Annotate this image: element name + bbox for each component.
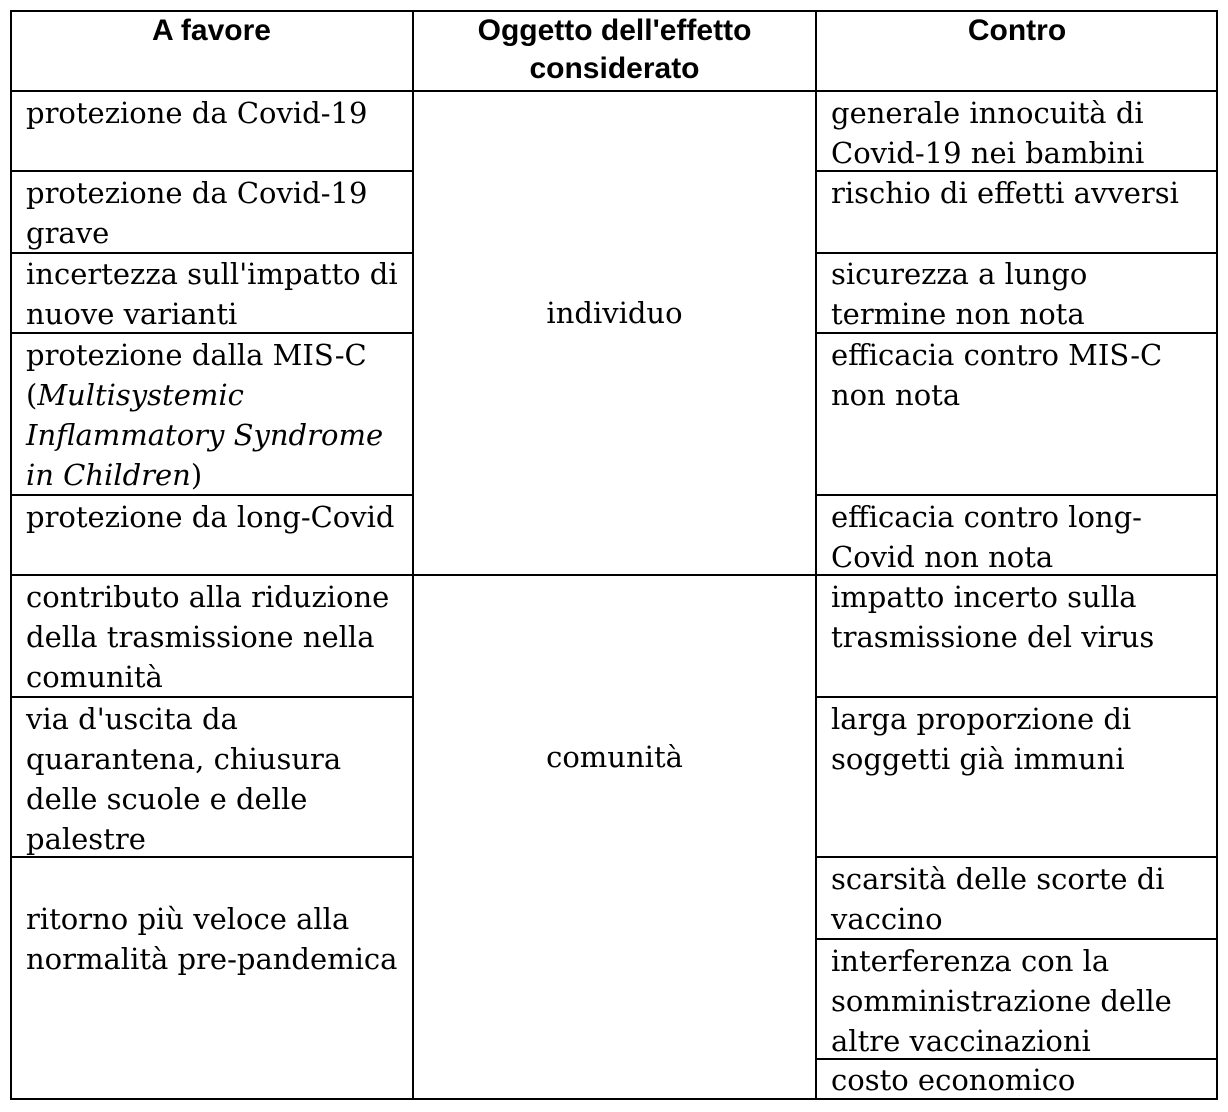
- against-cell-text: rischio di effetti avversi: [831, 176, 1179, 210]
- against-cell-text: sicurezza a lungo: [831, 257, 1088, 291]
- favor-cell-text: palestre: [26, 822, 146, 856]
- row-divider: [815, 696, 1218, 698]
- against-cell-text: Covid-19 nei bambini: [831, 136, 1145, 170]
- italic-term: Multisystemic: [37, 378, 244, 412]
- against-cell-text: non nota: [831, 378, 961, 412]
- italic-term: in Children: [26, 458, 191, 492]
- header-object-line2: considerato: [529, 52, 700, 85]
- table-border-right: [1216, 10, 1218, 1100]
- against-cell-text: Covid non nota: [831, 540, 1054, 574]
- header-against: Contro: [967, 14, 1067, 47]
- against-cell-text: altre vaccinazioni: [831, 1024, 1091, 1058]
- against-cell-text: trasmissione del virus: [831, 620, 1155, 654]
- row-divider: [10, 170, 414, 172]
- favor-cell-text: [26, 415, 383, 455]
- against-cell-text: termine non nota: [831, 297, 1085, 331]
- favor-cell-text: [26, 455, 202, 495]
- against-cell-text: vaccino: [831, 902, 943, 936]
- favor-cell-text: incertezza sull'impatto di: [26, 257, 398, 291]
- favor-cell-text: comunità: [26, 660, 163, 694]
- favor-cell-text: della trasmissione nella: [26, 620, 375, 654]
- group-community: comunità: [546, 740, 683, 774]
- row-divider: [815, 856, 1218, 858]
- header-divider: [10, 90, 1218, 92]
- group-individual: individuo: [546, 296, 683, 330]
- favor-cell-text: via d'uscita da: [26, 702, 238, 736]
- favor-cell-text: protezione dalla MIS-C: [26, 338, 367, 372]
- header-object-line1: Oggetto dell'effetto: [477, 14, 752, 47]
- header-favor: A favore: [152, 14, 271, 47]
- favor-cell-text: grave: [26, 216, 110, 250]
- against-cell-text: efficacia contro long-: [831, 500, 1142, 534]
- italic-term: Inflammatory Syndrome: [26, 418, 384, 452]
- favor-cell-text: protezione da Covid-19: [26, 96, 368, 130]
- favor-cell-text: normalità pre-pandemica: [26, 942, 398, 976]
- against-cell-text: scarsità delle scorte di: [831, 862, 1165, 896]
- column-divider-2: [815, 10, 817, 1100]
- favor-cell-text: protezione da long-Covid: [26, 500, 395, 534]
- against-cell-text: soggetti già immuni: [831, 742, 1125, 776]
- favor-cell-text: ritorno più veloce alla: [26, 902, 350, 936]
- favor-cell-text: delle scuole e delle: [26, 782, 308, 816]
- column-divider-1: [412, 10, 414, 1100]
- favor-cell-text: contributo alla riduzione: [26, 580, 390, 614]
- favor-cell-text: quarantena, chiusura: [26, 742, 342, 776]
- row-divider: [815, 494, 1218, 496]
- against-cell-text: larga proporzione di: [831, 702, 1132, 736]
- against-cell-text: somministrazione delle: [831, 984, 1172, 1018]
- against-cell-text: generale innocuità di: [831, 96, 1144, 130]
- paren-close: ): [190, 458, 203, 492]
- against-cell-text: impatto incerto sulla: [831, 580, 1137, 614]
- paren-open: (: [26, 378, 38, 412]
- table-border-left: [10, 10, 12, 1100]
- favor-cell-text: nuove varianti: [26, 297, 238, 331]
- favor-cell-text: protezione da Covid-19: [26, 176, 368, 210]
- against-cell-text: efficacia contro MIS-C: [831, 338, 1163, 372]
- against-cell-text: interferenza con la: [831, 944, 1110, 978]
- against-cell-text: costo economico: [831, 1063, 1076, 1097]
- favor-cell-text: [26, 375, 244, 415]
